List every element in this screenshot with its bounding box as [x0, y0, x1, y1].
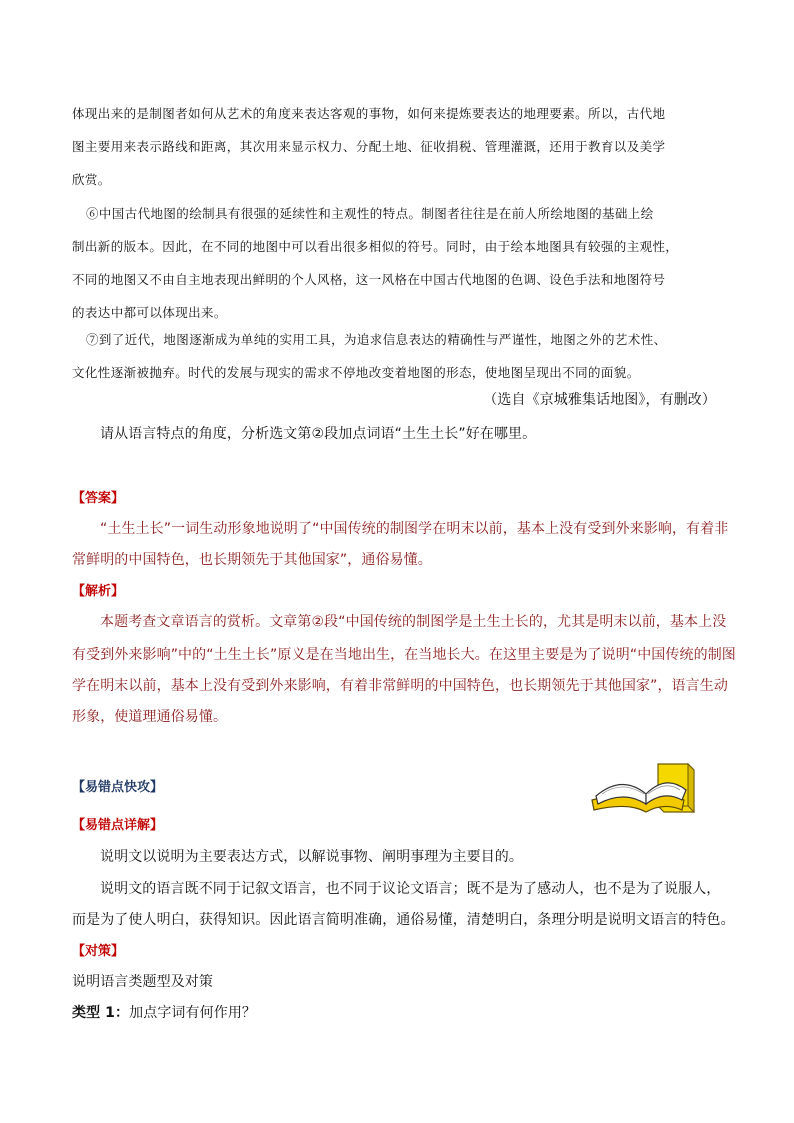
passage-line: 不同的地图又不由自主地表现出鲜明的个人风格，这一风格在中国古代地图的色调、设色手法和地图符号: [72, 272, 666, 287]
tips-detail-line: 而是为了使人明白，获得知识。因此语言简明准确，通俗易懂，清楚明白，条理分明是说明文语言的特色。: [72, 912, 735, 928]
analysis-line: 形象，使道理通俗易懂。: [72, 709, 228, 725]
passage-line: 文化性逐渐被抛弃。时代的发展与现实的需求不停地改变着地图的形态，使地图呈现出不同的面貌。: [72, 365, 640, 380]
strategy-label: 【对策】: [72, 944, 125, 959]
passage-line: 制出新的版本。因此，在不同的地图中可以看出很多相似的符号。同时，由于绘本地图具有较强的主观性，: [72, 239, 679, 254]
passage-line: 图主要用来表示路线和距离，其次用来显示权力、分配土地、征收捐税、管理灌溉，还用于教育以及美学: [72, 139, 666, 154]
strategy-title: 说明语言类题型及对策: [72, 974, 213, 990]
book-icon: [588, 760, 700, 818]
tips-detail-label: 【易错点详解】: [72, 818, 164, 833]
analysis-line: 有受到外来影响”中的“土生土长”原义是在当地出生，在当地长大。在这里主要是为了说明“中国传统的制图: [72, 647, 736, 663]
answer-line: 常鲜明的中国特色，也长期领先于其他国家”，通俗易懂。: [72, 552, 432, 568]
question-text: 请从语言特点的角度，分析选文第②段加点词语“土生土长”好在哪里。: [100, 426, 537, 442]
answer-line: “土生土长”一词生动形象地说明了“中国传统的制图学在明末以前，基本上没有受到外来影响，有着非: [100, 521, 729, 537]
passage-line: ⑥中国古代地图的绘制具有很强的延续性和主观性的特点。制图者往往是在前人所绘地图的基础上绘: [86, 206, 654, 221]
answer-label: 【答案】: [72, 491, 125, 506]
analysis-line: 本题考查文章语言的赏析。文章第②段“中国传统的制图学是土生土长的，尤其是明末以前，基本上没: [100, 614, 727, 630]
analysis-line: 学在明末以前，基本上没有受到外来影响，有着非常鲜明的中国特色，也长期领先于其他国家”，语言生动: [72, 678, 728, 694]
analysis-label: 【解析】: [72, 584, 125, 599]
passage-line: ⑦到了近代，地图逐渐成为单纯的实用工具，为追求信息表达的精确性与严谨性，地图之外的艺术性、: [86, 332, 667, 347]
passage-line: 欣赏。: [72, 172, 111, 187]
tips-detail-line: 说明文的语言既不同于记叙文语言，也不同于议论文语言；既不是为了感动人，也不是为了说服人，: [100, 881, 721, 897]
tips-quick-label: 【易错点快攻】: [72, 780, 164, 795]
type1-line: [72, 1002, 256, 1022]
passage-line: 体现出来的是制图者如何从艺术的角度来表达客观的事物，如何来提炼要表达的地理要素。所以，古代地: [72, 106, 666, 121]
passage-line: 的表达中都可以体现出来。: [72, 305, 227, 320]
tips-detail-line: 说明文以说明为主要表达方式，以解说事物、阐明事理为主要目的。: [100, 849, 523, 865]
type1-label: 类型 1：: [72, 1005, 130, 1021]
passage-source: （选自《京城雅集话地图》，有删改）: [483, 392, 716, 408]
type1-text: 加点字词有何作用？: [129, 1005, 257, 1021]
